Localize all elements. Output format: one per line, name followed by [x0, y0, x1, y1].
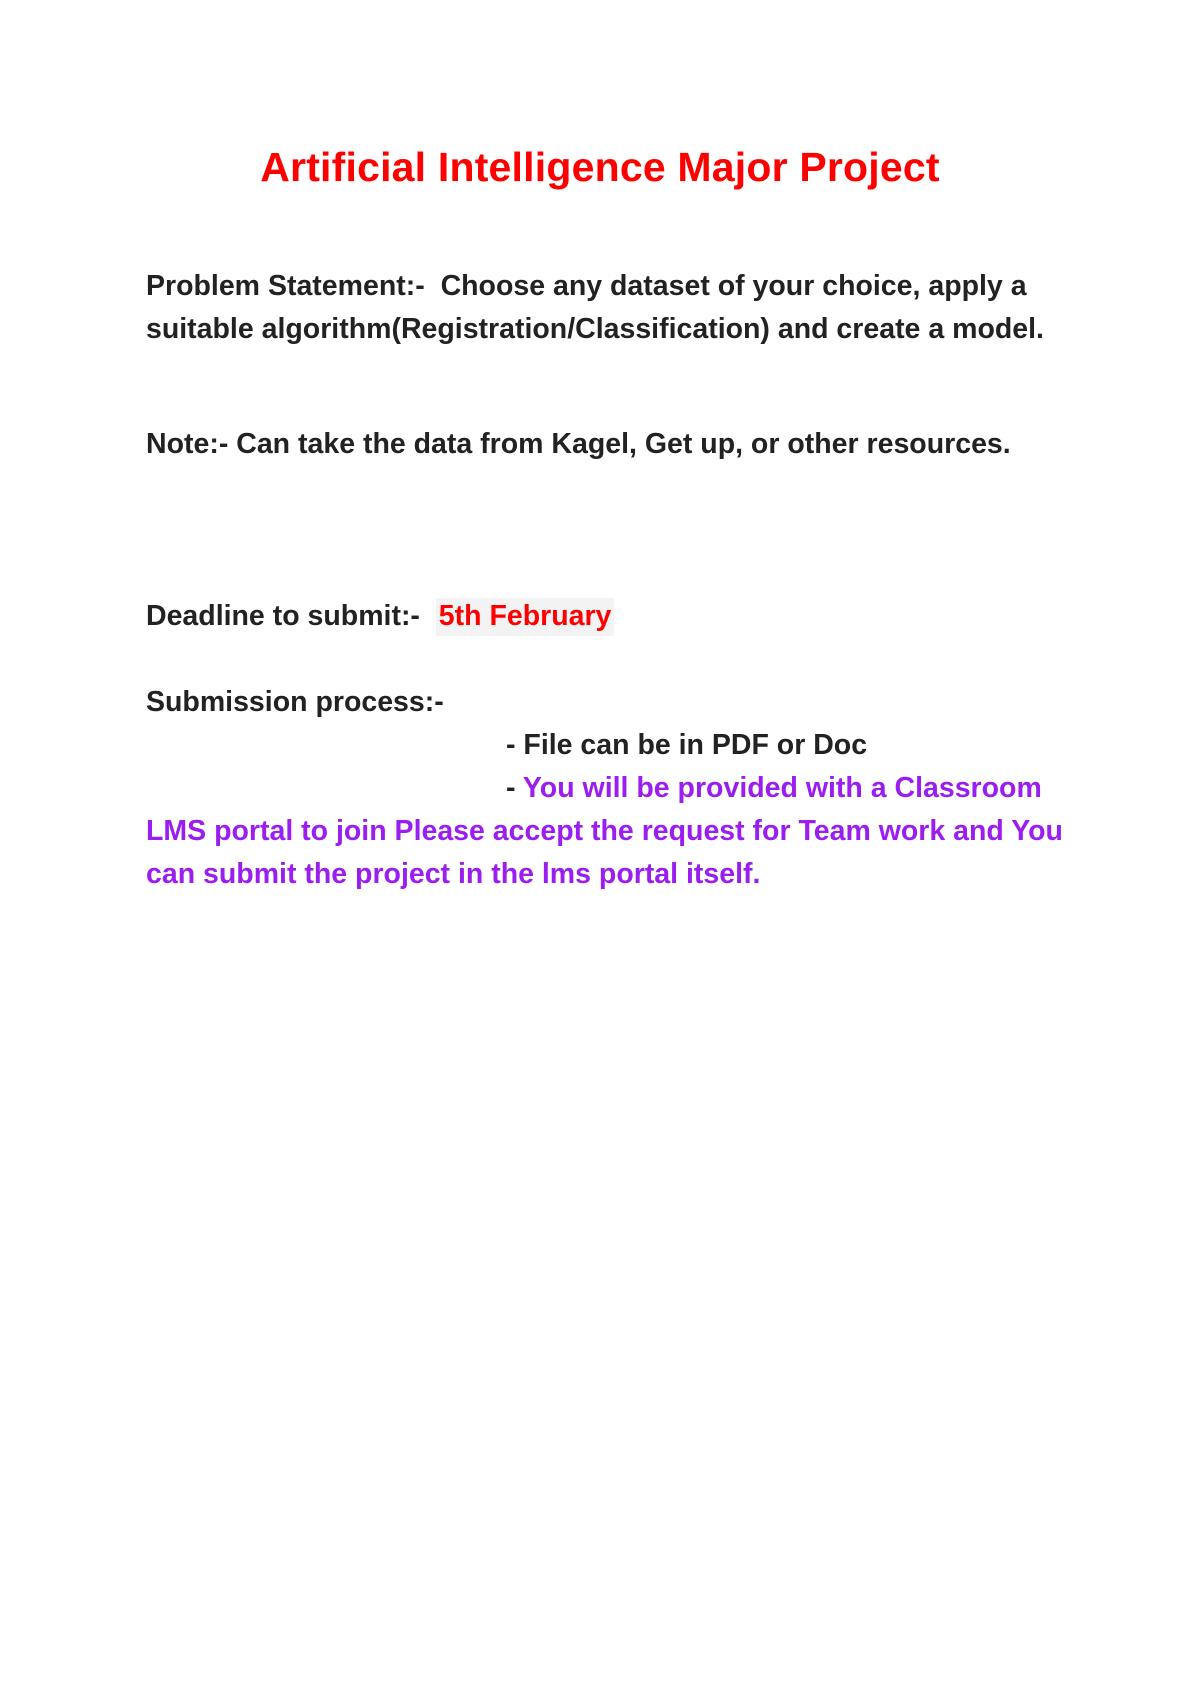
step-text: You will be provided with a Classroom LMS portal to join Please accept the request for Team work and You can submit the project in the lms portal itself. [146, 772, 1063, 890]
step-text: File can be in PDF or Doc [523, 729, 868, 761]
submission-process-label: Submission process:- [146, 686, 444, 718]
problem-statement-label: Problem Statement:- [146, 270, 425, 302]
note-text: Can take the data from Kagel, Get up, or other resources. [236, 428, 1011, 460]
deadline [146, 595, 1076, 638]
deadline-value: 5th February [436, 598, 615, 636]
step-bullet: - [506, 772, 516, 804]
step-bullet: - [506, 729, 516, 761]
problem-statement [146, 265, 1076, 351]
problem-statement-text: Choose any dataset of your choice, apply a suitable algorithm(Registration/Classification) and create a model. [146, 270, 1044, 345]
note-label: Note:- [146, 428, 229, 460]
document-title: Artificial Intelligence Major Project [260, 144, 940, 190]
submission-step-file-format [506, 724, 1066, 767]
submission-step-lms-portal [146, 767, 1076, 896]
deadline-label: Deadline to submit:- [146, 600, 420, 632]
note [146, 423, 1076, 466]
